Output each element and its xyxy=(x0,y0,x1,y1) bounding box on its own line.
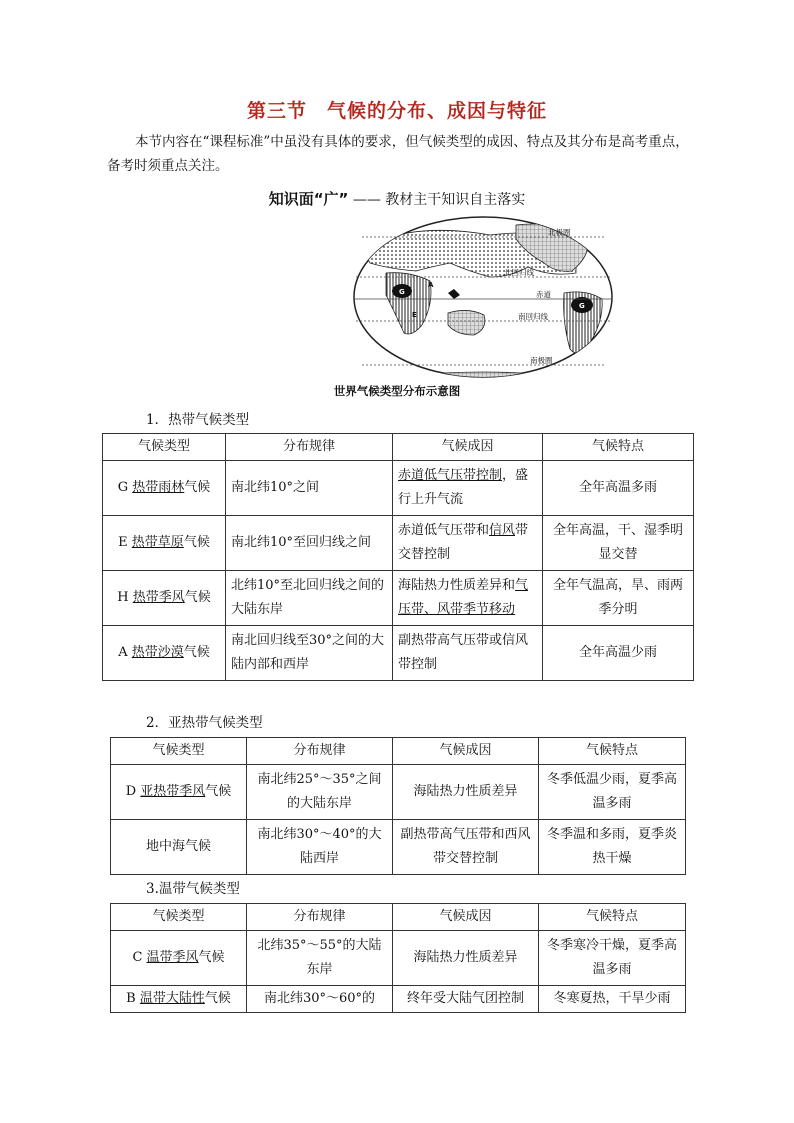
header-cause: 气候成因 xyxy=(393,904,539,931)
distribution-cell: 南北纬30°～40°的大陆西岸 xyxy=(247,820,393,875)
header-climate-type: 气候类型 xyxy=(111,904,247,931)
header-cause: 气候成因 xyxy=(393,434,543,461)
table-row xyxy=(111,765,686,820)
tropical-heading: 1．热带气候类型 xyxy=(146,412,250,428)
table-row xyxy=(111,986,686,1013)
world-climate-map xyxy=(350,213,616,391)
table-row xyxy=(103,516,694,571)
cause-cell: 海陆热力性质差异 xyxy=(393,765,539,820)
cause-cell: 副热带高气压带和西风带交替控制 xyxy=(393,820,539,875)
distribution-cell: 南北纬25°～35°之间的大陆东岸 xyxy=(247,765,393,820)
temperate-climate-table xyxy=(110,903,686,1013)
cause-cell: 海陆热力性质差异和气压带、风带季节移动 xyxy=(393,571,543,626)
climate-type-cell: C 温带季风气候 xyxy=(111,931,247,986)
climate-type-cell: A 热带沙漠气候 xyxy=(103,626,226,681)
table-header-row xyxy=(111,738,686,765)
tropical-climate-table xyxy=(102,433,694,681)
cause-cell: 海陆热力性质差异 xyxy=(393,931,539,986)
distribution-cell: 南北纬30°～60°的 xyxy=(247,986,393,1013)
cause-cell: 终年受大陆气团控制 xyxy=(393,986,539,1013)
header-distribution: 分布规律 xyxy=(226,434,393,461)
header-feature: 气候特点 xyxy=(543,434,694,461)
cause-cell: 赤道低气压带和信风带交替控制 xyxy=(393,516,543,571)
distribution-cell: 南北回归线至30°之间的大陆内部和西岸 xyxy=(226,626,393,681)
table-row xyxy=(103,626,694,681)
distribution-cell: 北纬35°～55°的大陆东岸 xyxy=(247,931,393,986)
table-row xyxy=(111,820,686,875)
marker-g: G xyxy=(579,302,585,310)
subtropical-climate-table xyxy=(110,737,686,875)
map-caption: 世界气候类型分布示意图 xyxy=(333,384,461,398)
header-distribution: 分布规律 xyxy=(247,738,393,765)
subtropical-heading: 2．亚热带气候类型 xyxy=(146,715,263,731)
header-feature: 气候特点 xyxy=(539,738,686,765)
temperate-heading: 3.温带气候类型 xyxy=(146,881,240,897)
label-tropic-capricorn: 南回归线 xyxy=(518,312,548,321)
header-feature: 气候特点 xyxy=(539,904,686,931)
intro-paragraph: 本节内容在“课程标准”中虽没有具体的要求，但气候类型的成因、特点及其分布是高考重点，备考时须重点关注。 xyxy=(107,134,689,174)
table-header-row xyxy=(103,434,694,461)
feature-cell: 冬季寒冷干燥，夏季高温多雨 xyxy=(539,931,686,986)
section-heading-bold: 知识面“广” xyxy=(268,190,349,208)
distribution-cell: 北纬10°至北回归线之间的大陆东岸 xyxy=(226,571,393,626)
table-row xyxy=(103,571,694,626)
feature-cell: 冬季温和多雨，夏季炎热干燥 xyxy=(539,820,686,875)
marker-a: A xyxy=(428,281,434,289)
section-heading-rest: —— 教材主干知识自主落实 xyxy=(352,192,526,208)
feature-cell: 全年高温少雨 xyxy=(543,626,694,681)
header-climate-type: 气候类型 xyxy=(111,738,247,765)
header-cause: 气候成因 xyxy=(393,738,539,765)
header-climate-type: 气候类型 xyxy=(103,434,226,461)
feature-cell: 全年气温高，旱、雨两季分明 xyxy=(543,571,694,626)
distribution-cell: 南北纬10°之间 xyxy=(226,461,393,516)
climate-type-cell: G 热带雨林气候 xyxy=(103,461,226,516)
climate-type-cell: E 热带草原气候 xyxy=(103,516,226,571)
header-distribution: 分布规律 xyxy=(247,904,393,931)
climate-type-cell: 地中海气候 xyxy=(111,820,247,875)
label-equator: 赤道 xyxy=(536,290,551,299)
feature-cell: 冬季低温少雨，夏季高温多雨 xyxy=(539,765,686,820)
climate-type-cell: D 亚热带季风气候 xyxy=(111,765,247,820)
label-antarctic-circle: 南极圈 xyxy=(530,356,553,365)
label-tropic-cancer: 北回归线 xyxy=(504,268,534,277)
cause-cell: 赤道低气压带控制，盛行上升气流 xyxy=(393,461,543,516)
feature-cell: 冬寒夏热，干旱少雨 xyxy=(539,986,686,1013)
marker-e: E xyxy=(412,311,417,319)
table-row xyxy=(103,461,694,516)
marker-g-africa: G xyxy=(399,288,405,296)
cause-cell: 副热带高气压带或信风带控制 xyxy=(393,626,543,681)
label-arctic-circle: 北极圈 xyxy=(548,228,571,237)
climate-type-cell: H 热带季风气候 xyxy=(103,571,226,626)
table-header-row xyxy=(111,904,686,931)
feature-cell: 全年高温，干、湿季明显交替 xyxy=(543,516,694,571)
distribution-cell: 南北纬10°至回归线之间 xyxy=(226,516,393,571)
section-heading xyxy=(0,188,794,209)
page-title: 第三节 气候的分布、成因与特征 xyxy=(246,100,547,122)
climate-type-cell: B 温带大陆性气候 xyxy=(111,986,247,1013)
feature-cell: 全年高温多雨 xyxy=(543,461,694,516)
table-row xyxy=(111,931,686,986)
world-map-figure xyxy=(350,213,616,391)
